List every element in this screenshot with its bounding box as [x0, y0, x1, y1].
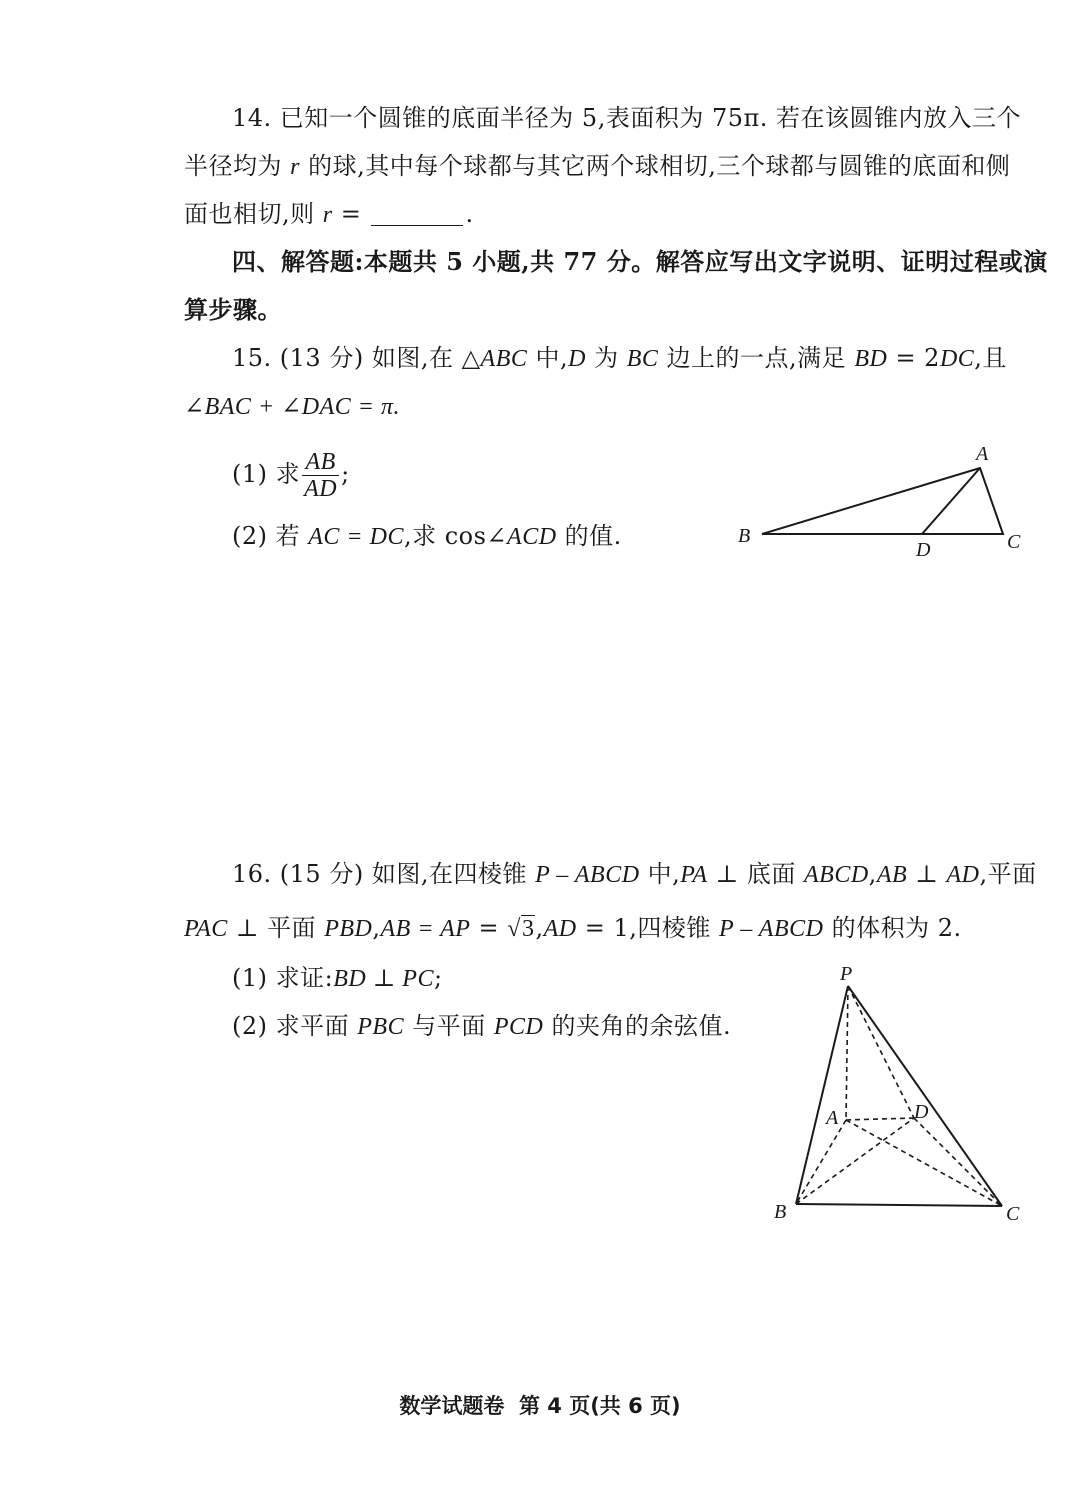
q15-line-1: 15. (13 分) 如图,在 △ABC 中,D 为 BC 边上的一点,满足 BD = 2DC,且: [232, 344, 1007, 372]
section-4-heading: 四、解答题:本题共 5 小题,共 77 分。解答应写出文字说明、证明过程或演: [232, 247, 1048, 276]
label-b: B: [738, 525, 751, 547]
label-a: A: [976, 443, 989, 465]
fraction-ab-ad: $\frac{AB}{AD}$: [304, 449, 338, 502]
sqrt-3: √3: [507, 916, 535, 942]
label-d: D: [916, 539, 931, 561]
label-d: D: [914, 1101, 929, 1123]
q16-line-2: PAC ⊥ 平面 PBD,AB = AP = √3,AD = 1,四棱锥 P – ABCD 的体积为 2.: [184, 914, 962, 942]
q16-line-1: 16. (15 分) 如图,在四棱锥 P – ABCD 中,PA ⊥ 底面 ABCD,AB ⊥ AD,平面: [232, 860, 1037, 888]
pyramid-pabcd-figure: [760, 958, 1060, 1228]
answer-blank: [371, 203, 463, 226]
label-a: A: [826, 1107, 839, 1129]
triangle-abc-figure: [720, 430, 1040, 570]
page-footer: 数学试题卷 第 4 页(共 6 页): [399, 1394, 681, 1418]
label-b: B: [774, 1201, 787, 1223]
q14-line-2: 半径均为 r 的球,其中每个球都与其它两个球相切,三个球都与圆锥的底面和侧: [184, 152, 1011, 180]
q15-part-1: (1) 求 $\frac{AB}{AD}$ ;: [232, 449, 350, 502]
q14-line-3: 面也相切,则 r = .: [184, 200, 474, 228]
q15-part-2: (2) 若 AC = DC,求 cos∠ACD 的值.: [232, 522, 622, 550]
label-p: P: [840, 963, 853, 985]
q15-line-2: ∠BAC + ∠DAC = π.: [184, 394, 400, 420]
section-4-heading-cont: 算步骤。: [184, 295, 282, 324]
label-c: C: [1006, 1203, 1020, 1225]
q16-part-2: (2) 求平面 PBC 与平面 PCD 的夹角的余弦值.: [232, 1012, 732, 1040]
q16-part-1: (1) 求证:BD ⊥ PC;: [232, 964, 443, 992]
q14-line-1: 14. 已知一个圆锥的底面半径为 5,表面积为 75π. 若在该圆锥内放入三个: [232, 104, 1022, 132]
label-c: C: [1007, 531, 1021, 553]
